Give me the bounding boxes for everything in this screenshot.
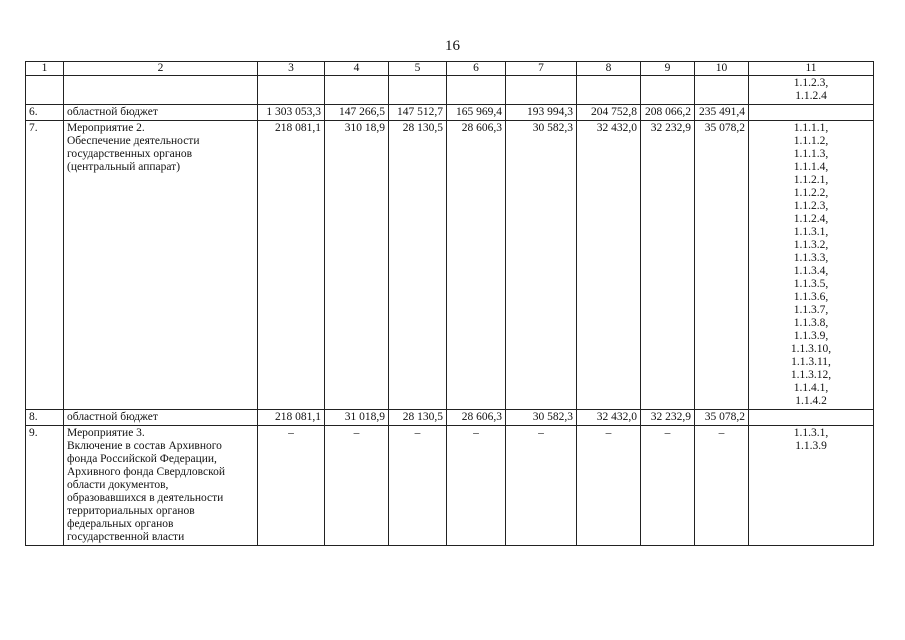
- row-name-line: Архивного фонда Свердловской: [67, 466, 225, 478]
- value-cell: 28 606,3: [447, 410, 506, 426]
- row-name-line: областной бюджет: [67, 411, 158, 423]
- row-name: [64, 410, 258, 426]
- row-name-line: области документов,: [67, 479, 169, 491]
- value-cell: 30 582,3: [506, 410, 577, 426]
- value-cell: 147 266,5: [325, 105, 389, 121]
- row-index: 7.: [26, 121, 64, 410]
- row-name: [64, 105, 258, 121]
- row-name-line: (центральный аппарат): [67, 161, 181, 173]
- row-index: 9.: [26, 426, 64, 546]
- indicator-code: 1.1.3.12,: [790, 369, 832, 381]
- value-cell: –: [577, 426, 641, 546]
- table-row: [26, 76, 874, 105]
- indicator-code: 1.1.3.11,: [791, 356, 831, 368]
- indicator-code: 1.1.3.1,: [793, 226, 829, 238]
- value-cell: [447, 76, 506, 105]
- row-name: [64, 121, 258, 410]
- row-index: 8.: [26, 410, 64, 426]
- row-name: [64, 426, 258, 546]
- column-header: 9: [641, 62, 695, 76]
- indicator-code: 1.1.3.5,: [793, 278, 829, 290]
- row-name-line: фонда Российской Федерации,: [67, 453, 217, 465]
- row-name-line: государственной власти: [67, 531, 185, 543]
- indicator-code: 1.1.3.9: [795, 440, 827, 452]
- indicator-code: 1.1.2.4: [795, 90, 827, 102]
- row-name-line: территориальных органов: [67, 505, 195, 517]
- value-cell: [506, 76, 577, 105]
- value-cell: 218 081,1: [258, 410, 325, 426]
- indicator-code: 1.1.1.2,: [793, 135, 829, 147]
- column-header: 8: [577, 62, 641, 76]
- value-cell: 28 606,3: [447, 121, 506, 410]
- value-cell: [695, 76, 749, 105]
- column-header: 1: [26, 62, 64, 76]
- row-name-line: государственных органов: [67, 148, 193, 160]
- value-cell: 28 130,5: [389, 121, 447, 410]
- indicator-code: 1.1.3.9,: [793, 330, 829, 342]
- row-name-line: областной бюджет: [67, 106, 158, 118]
- table-row: [26, 410, 874, 426]
- column-header: 7: [506, 62, 577, 76]
- indicator-code: 1.1.3.6,: [793, 291, 829, 303]
- row-name-line: федеральных органов: [67, 518, 174, 530]
- row-name-line: Обеспечение деятельности: [67, 135, 200, 147]
- page-number: 16: [445, 38, 460, 54]
- budget-table: [25, 61, 874, 546]
- column-header: 10: [695, 62, 749, 76]
- column-header: 6: [447, 62, 506, 76]
- value-cell: 218 081,1: [258, 121, 325, 410]
- value-cell: 165 969,4: [447, 105, 506, 121]
- column-header: 3: [258, 62, 325, 76]
- value-cell: [577, 76, 641, 105]
- value-cell: [641, 76, 695, 105]
- indicator-code: 1.1.2.4,: [793, 213, 829, 225]
- indicator-code: 1.1.3.7,: [793, 304, 829, 316]
- indicator-code: 1.1.3.4,: [793, 265, 829, 277]
- row-name-line: образовавшихся в деятельности: [67, 492, 224, 504]
- indicator-code: 1.1.2.2,: [793, 187, 829, 199]
- column-header: 11: [749, 62, 874, 76]
- row-index: 6.: [26, 105, 64, 121]
- indicator-codes: [749, 426, 874, 546]
- value-cell: 30 582,3: [506, 121, 577, 410]
- indicator-codes: [749, 121, 874, 410]
- value-cell: 208 066,2: [641, 105, 695, 121]
- value-cell: –: [506, 426, 577, 546]
- value-cell: 204 752,8: [577, 105, 641, 121]
- indicator-codes: [749, 105, 874, 121]
- value-cell: –: [258, 426, 325, 546]
- value-cell: 310 18,9: [325, 121, 389, 410]
- indicator-code: 1.1.2.3,: [793, 200, 829, 212]
- value-cell: 28 130,5: [389, 410, 447, 426]
- value-cell: 235 491,4: [695, 105, 749, 121]
- indicator-code: 1.1.1.4,: [793, 161, 829, 173]
- value-cell: 32 232,9: [641, 410, 695, 426]
- value-cell: [258, 76, 325, 105]
- indicator-code: 1.1.3.10,: [790, 343, 832, 355]
- row-index: [26, 76, 64, 105]
- indicator-code: 1.1.2.1,: [793, 174, 829, 186]
- value-cell: 31 018,9: [325, 410, 389, 426]
- indicator-codes: [749, 76, 874, 105]
- indicator-code: 1.1.3.8,: [793, 317, 829, 329]
- indicator-code: 1.1.3.2,: [793, 239, 829, 251]
- value-cell: –: [447, 426, 506, 546]
- indicator-codes: [749, 410, 874, 426]
- table-row: [26, 121, 874, 410]
- indicator-code: 1.1.3.3,: [793, 252, 829, 264]
- value-cell: –: [325, 426, 389, 546]
- table-row: [26, 426, 874, 546]
- indicator-code: 1.1.4.1,: [793, 382, 829, 394]
- value-cell: 32 432,0: [577, 410, 641, 426]
- value-cell: 1 303 053,3: [258, 105, 325, 121]
- value-cell: 147 512,7: [389, 105, 447, 121]
- value-cell: 193 994,3: [506, 105, 577, 121]
- column-header: 2: [64, 62, 258, 76]
- column-header: 5: [389, 62, 447, 76]
- value-cell: –: [641, 426, 695, 546]
- row-name: [64, 76, 258, 105]
- indicator-code: 1.1.3.1,: [793, 427, 829, 439]
- value-cell: –: [695, 426, 749, 546]
- indicator-code: 1.1.4.2: [795, 395, 827, 407]
- value-cell: 32 232,9: [641, 121, 695, 410]
- value-cell: [325, 76, 389, 105]
- indicator-code: 1.1.2.3,: [793, 77, 829, 89]
- row-name-line: Мероприятие 3.: [67, 427, 145, 439]
- value-cell: –: [389, 426, 447, 546]
- value-cell: 32 432,0: [577, 121, 641, 410]
- row-name-line: Включение в состав Архивного: [67, 440, 222, 452]
- value-cell: 35 078,2: [695, 410, 749, 426]
- value-cell: 35 078,2: [695, 121, 749, 410]
- column-header: 4: [325, 62, 389, 76]
- indicator-code: 1.1.1.1,: [793, 122, 829, 134]
- table-row: [26, 105, 874, 121]
- row-name-line: Мероприятие 2.: [67, 122, 145, 134]
- indicator-code: 1.1.1.3,: [793, 148, 829, 160]
- value-cell: [389, 76, 447, 105]
- header-row: [26, 62, 874, 76]
